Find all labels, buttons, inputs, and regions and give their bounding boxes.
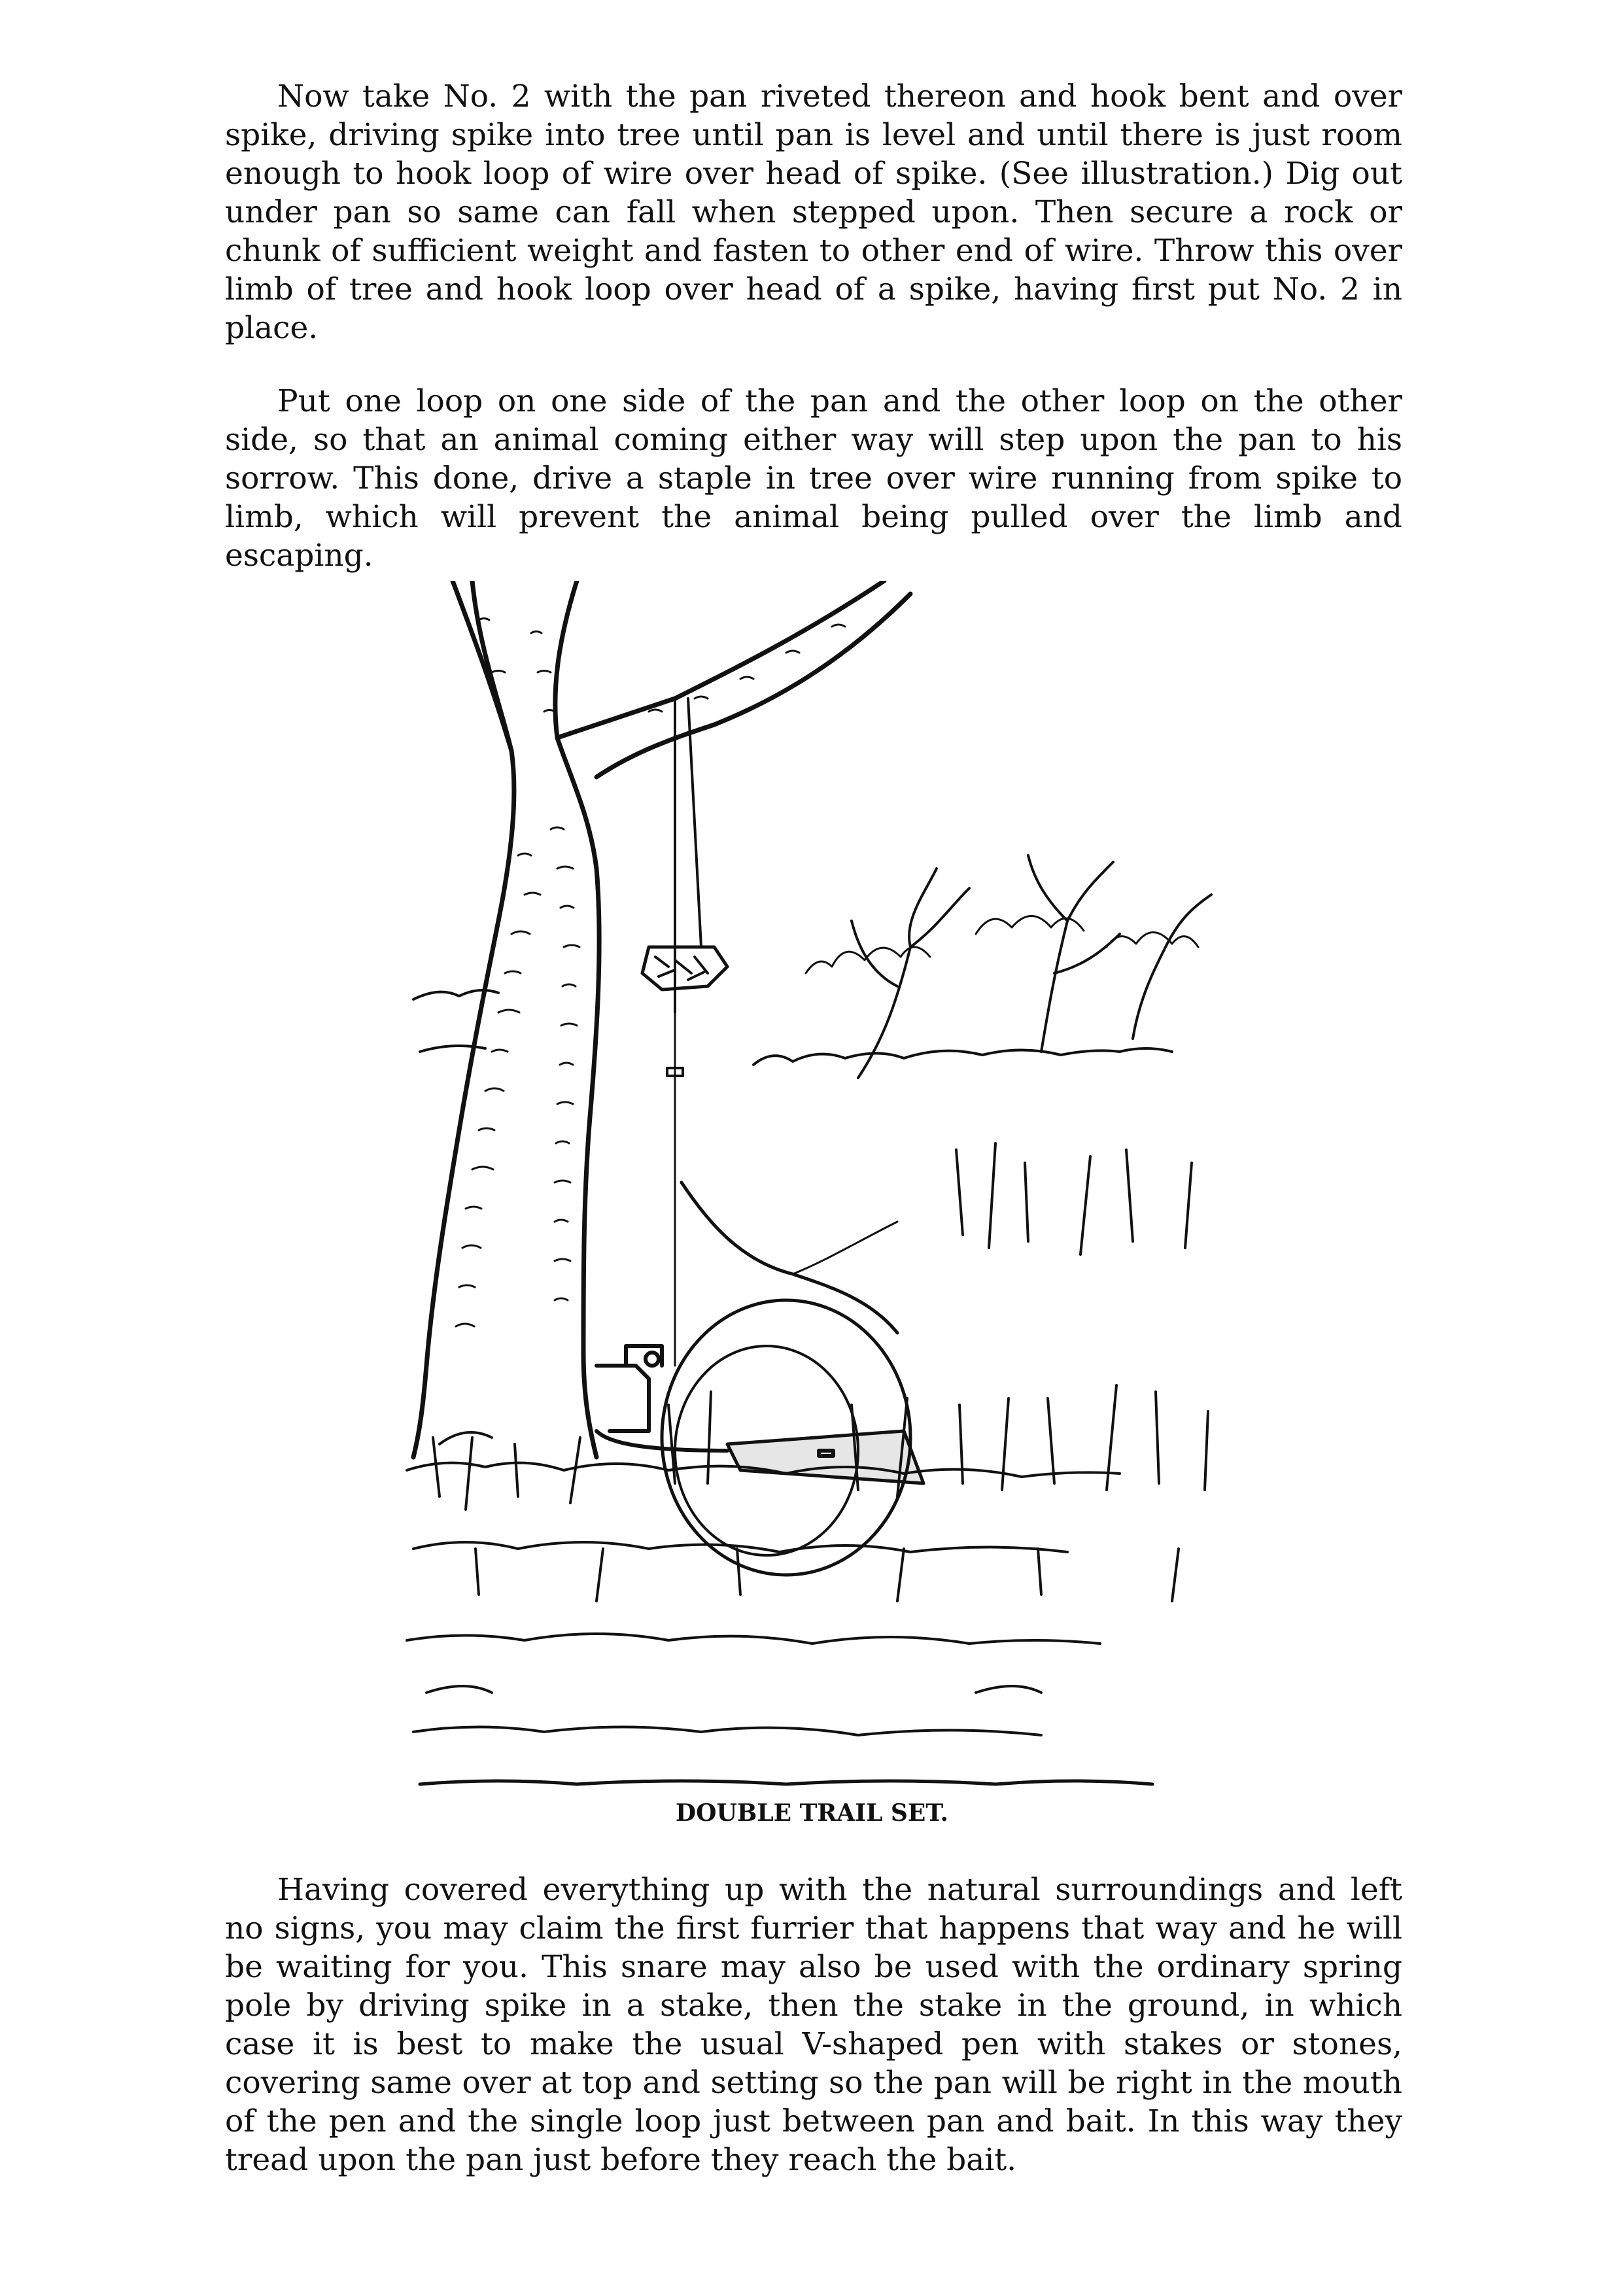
figure-caption: DOUBLE TRAIL SET. xyxy=(675,1799,949,1827)
paragraph-pan-setup: Now take No. 2 with the pan riveted thereon and hook bent and over spike, driving spike into tree until pan is level and until there is just room enough to hook loop of wire over head of spike. (See illustration.) Dig out under pan so same can fall when stepped upon. Then secure a rock or chunk of sufficient weight and fasten to other end of wire. Throw this over limb of tree and hook loop over head of a spike, having first put No. 2 in place. xyxy=(225,78,1402,346)
background-trees xyxy=(413,855,1211,1078)
hanging-weight xyxy=(642,699,727,1366)
paragraph-loop-placement: Put one loop on one side of the pan and the other loop on the other side, so that an animal coming either way will step upon the pan to his sorrow. This done, drive a staple in tree over wire running from spike to limb, which will prevent the animal being pulled over the limb and escaping. xyxy=(225,383,1402,574)
snare-loops xyxy=(662,1182,910,1575)
trap-spike-and-pan xyxy=(596,1346,924,1483)
bark-texture xyxy=(456,619,845,1327)
double-trail-set-illustration xyxy=(400,581,1230,1799)
paragraph-covering-advice: Having covered everything up with the natural surroundings and left no signs, you may claim the first furrier that happens that way and he will be waiting for you. This snare may also be used with the ordinary spring pole by driving spike in a stake, then the stake in the ground, in which case it is best to make the usual V-shaped pen with stakes or stones, covering same over at top and setting so the pan will be right in the mouth of the pen and the single loop just between pan and bait. In this way they tread upon the pan just before they reach the bait. xyxy=(225,1872,1402,2178)
